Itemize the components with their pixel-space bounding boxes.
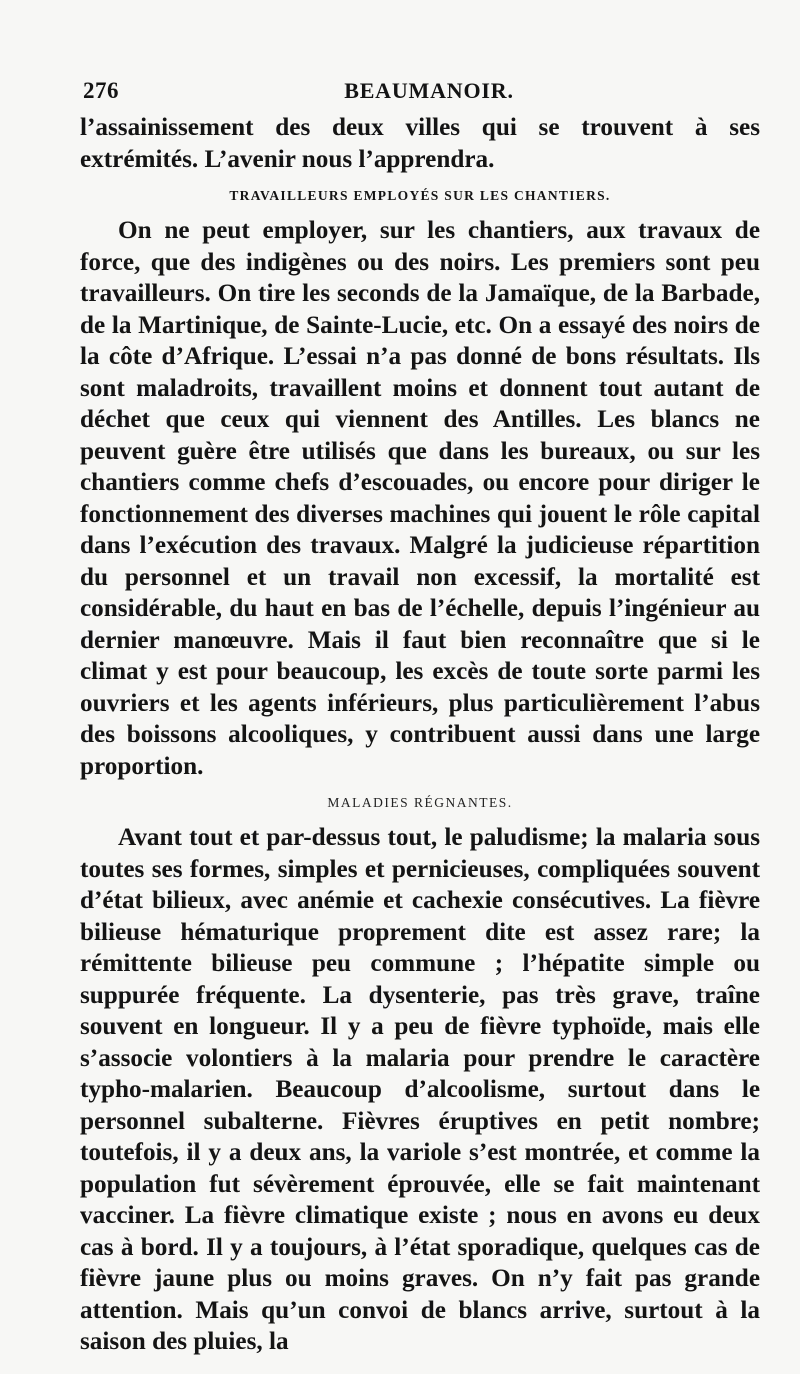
intro-paragraph: l’assainissement des deux villes qui se trouvent à ses extrémités. L’avenir nous l’apprendra. [80, 114, 760, 173]
page-number: 276 [83, 78, 119, 103]
running-title: BEAUMANOIR. [344, 78, 514, 103]
running-head [80, 78, 760, 106]
section-heading-workers: TRAVAILLEURS EMPLOYÉS SUR LES CHANTIERS. [229, 188, 611, 203]
workers-paragraph: On ne peut employer, sur les chantiers, aux travaux de force, que des indigènes ou des noirs. Les premiers sont peu travailleurs. On tire les seconds de la Jamaïque, de la Barbade, de la Martinique, de Sainte-Lucie, etc. On a essayé des noirs de la côte d’Afrique. L’essai n’a pas donné de bons résultats. Ils sont maladroits, travaillent moins et donnent tout autant de déchet que ceux qui viennent des Antilles. Les blancs ne peuvent guère être utilisés que dans les bureaux, ou sur les chantiers comme chefs d’escouades, ou encore pour diriger le fonctionnement des diverses machines qui jouent le rôle capital dans l’exécution des travaux. Malgré la judicieuse répartition du personnel et un travail non excessif, la mortalité est considérable, du haut en bas de l’échelle, depuis l’ingénieur au dernier manœuvre. Mais il faut bien reconnaître que si le climat y est pour beaucoup, les excès de toute sorte parmi les ouvriers et les agents inférieurs, plus particulièrement l’abus des boissons alcooliques, y contribuent aussi dans une large proportion. [80, 217, 760, 780]
diseases-paragraph: Avant tout et par-dessus tout, le paludisme; la malaria sous toutes ses formes, simples et pernicieuses, compliquées souvent d’état bilieux, avec anémie et cachexie consécutives. La fièvre bilieuse hématurique proprement dite est assez rare; la rémittente bilieuse peu commune ; l’hépatite simple ou suppurée fréquente. La dysenterie, pas très grave, traîne souvent en longueur. Il y a peu de fièvre typhoïde, mais elle s’associe volontiers à la malaria pour prendre le caractère typho-malarien. Beaucoup d’alcoolisme, surtout dans le personnel subalterne. Fièvres éruptives en petit nombre; toutefois, il y a deux ans, la variole s’est montrée, et comme la population fut sévèrement éprouvée, elle se fait maintenant vacciner. La fièvre climatique existe ; nous en avons eu deux cas à bord. Il y a toujours, à l’état sporadique, quelques cas de fièvre jaune plus ou moins graves. On n’y fait pas grande attention. Mais qu’un convoi de blancs arrive, surtout à la saison des pluies, la [80, 824, 760, 1355]
section-heading-diseases: MALADIES RÉGNANTES. [327, 795, 513, 810]
book-page [80, 78, 760, 1358]
